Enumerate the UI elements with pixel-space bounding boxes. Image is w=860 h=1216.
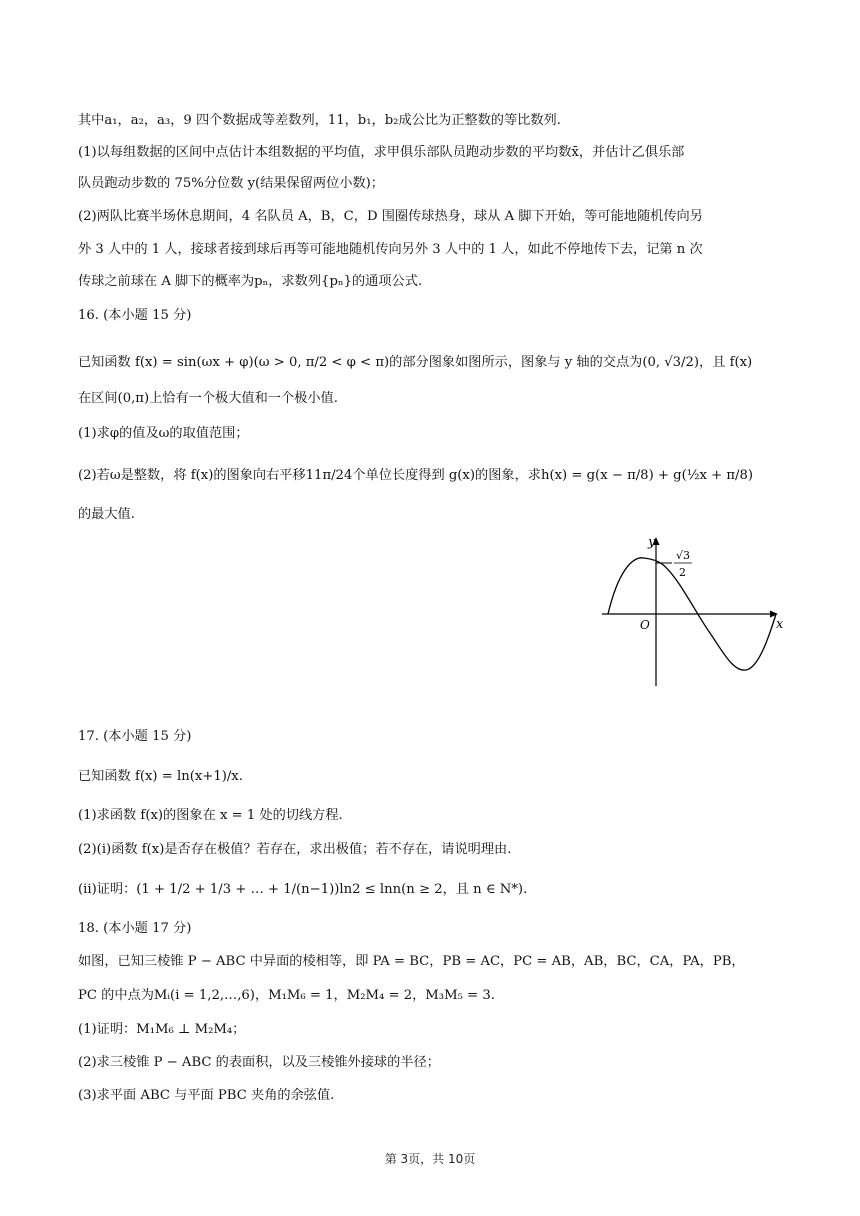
problem-16-statement: 已知函数 f(x) = sin(ωx + φ)(ω > 0, π/2 < φ < π)的部分图象如图所示，图象与 y 轴的交点为(0, √3/2)，且 f(x) [78,355,753,370]
problem-16-statement-cont: 在区间(0,π)上恰有一个极大值和一个极小值. [78,391,338,406]
text-line-5: 外 3 人中的 1 人，接球者接到球后再等可能地随机传向另外 3 人中的 1 人，如此不停地传下去，记第 n 次 [78,242,703,257]
sine-graph-figure [596,532,792,690]
problem-18-statement-cont: PC 的中点为Mᵢ(i = 1,2,…,6)，M₁M₆ = 1，M₂M₄ = 2，M₃M₅ = 3. [78,988,495,1003]
problem-18-part-3: (3)求平面 ABC 与平面 PBC 夹角的余弦值. [78,1088,335,1103]
problem-17-part-2-i: (2)(i)函数 f(x)是否存在极值？若存在，求出极值；若不存在，请说明理由. [78,842,512,857]
problem-17-heading: 17. (本小题 15 分) [78,729,192,744]
problem-18-part-1: (1)证明：M₁M₆ ⊥ M₂M₄； [78,1022,246,1037]
problem-18-statement: 如图，已知三棱锥 P − ABC 中异面的棱相等，即 PA = BC，PB = AC，PC = AB，AB，BC，CA，PA，PB， [78,954,745,969]
problem-17-statement: 已知函数 f(x) = ln(x+1)/x. [78,769,243,784]
problem-16-heading: 16. (本小题 15 分) [78,308,192,323]
text-line-4: (2)两队比赛半场休息期间，4 名队员 A，B，C，D 围圈传球热身，球从 A 脚下开始，等可能地随机传向另 [78,209,703,224]
page-footer: 第 3页，共 10页 [384,1152,476,1166]
intercept-label-denominator: 2 [679,566,686,579]
problem-18-part-2: (2)求三棱锥 P − ABC 的表面积，以及三棱锥外接球的半径； [78,1055,440,1070]
origin-label: O [640,618,650,632]
problem-17-part-1: (1)求函数 f(x)的图象在 x = 1 处的切线方程. [78,808,343,823]
text-line-1: 其中a₁，a₂，a₃，9 四个数据成等差数列，11，b₁，b₂成公比为正整数的等比数列. [78,113,561,128]
y-axis-label: y [648,535,656,550]
problem-18-heading: 18. (本小题 17 分) [78,921,192,936]
problem-16-part-2-cont: 的最大值. [78,507,135,522]
text-line-3: 队员跑动步数的 75%分位数 y(结果保留两位小数)； [78,176,384,191]
problem-16-part-2: (2)若ω是整数，将 f(x)的图象向右平移11π/24个单位长度得到 g(x)的图象，求h(x) = g(x − π/8) + g(½x + π/8) [78,468,754,483]
x-axis-label: x [776,617,784,632]
text-line-2: (1)以每组数据的区间中点估计本组数据的平均值，求甲俱乐部队员跑动步数的平均数x̄，并估计乙俱乐部 [78,145,685,160]
text-line-6: 传球之前球在 A 脚下的概率为pₙ，求数列{pₙ}的通项公式. [78,274,423,289]
problem-17-part-2-ii: (ii)证明：(1 + 1/2 + 1/3 + … + 1/(n−1))ln2 ≤ lnn(n ≥ 2，且 n ∈ N*). [78,882,528,897]
intercept-label-numerator: √3 [676,549,691,562]
problem-16-part-1: (1)求φ的值及ω的取值范围； [78,426,249,441]
